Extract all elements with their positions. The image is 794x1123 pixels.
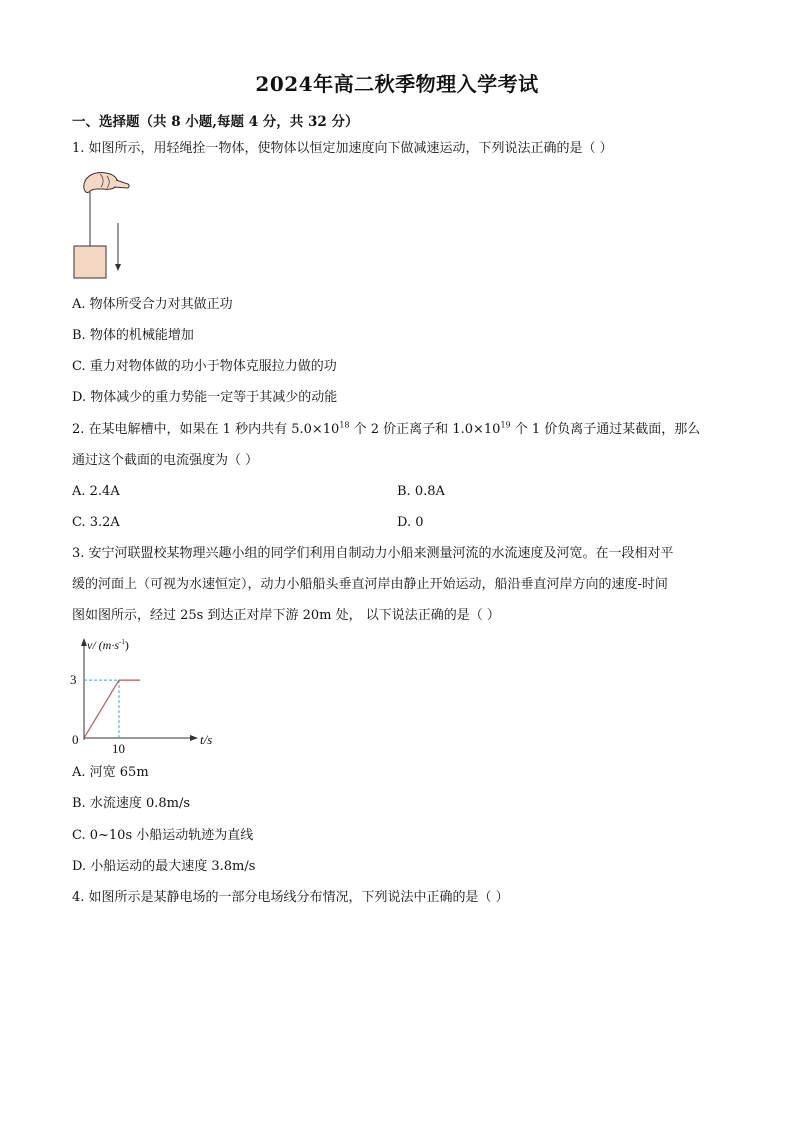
q2-option-a: A. 2.4A [72, 484, 120, 499]
down-arrow-icon [115, 264, 121, 271]
q4-stem: 4. 如图所示是某静电场的一部分电场线分布情况，下列说法中正确的是（ ） [72, 890, 509, 905]
q1-stem: 1. 如图所示，用轻绳拴一物体，使物体以恒定加速度向下做减速运动，下列说法正确的是（ ） [72, 141, 613, 156]
q1-option-b: B. 物体的机械能增加 [72, 328, 194, 343]
hand-icon [84, 172, 118, 192]
q3-option-a: A. 河宽 65m [72, 765, 149, 780]
q3-option-b: B. 水流速度 0.8m/s [72, 796, 191, 811]
q3-stem-line3: 图如图所示，经过 25s 到达正对岸下游 20m 处， 以下说法正确的是（ ） [72, 608, 500, 623]
q3-option-c: C. 0~10s 小船运动轨迹为直线 [72, 828, 254, 843]
q2-option-c: C. 3.2A [72, 515, 120, 530]
x-tick-label: 10 [112, 741, 125, 756]
q1-option-c: C. 重力对物体做的功小于物体克服拉力做的功 [72, 359, 337, 374]
q3-option-d: D. 小船运动的最大速度 3.8m/s [72, 859, 256, 874]
hand-rope-box-figure [70, 168, 140, 283]
exam-title: 2024年高二秋季物理入学考试 [255, 72, 539, 96]
velocity-time-graph [62, 632, 232, 757]
q1-option-d: D. 物体减少的重力势能一定等于其减少的动能 [72, 390, 338, 405]
velocity-series-line [84, 680, 140, 738]
y-axis-label: v/ $(m\cdot s^{-1})$ [87, 638, 129, 652]
x-axis-label: t/s [200, 732, 213, 747]
x-axis-arrow-icon [190, 735, 198, 741]
q3-stem-line2: 缓的河面上（可视为水速恒定），动力小船船头垂直河岸由静止开始运动，船沿垂直河岸方向的速度-时间 [72, 577, 668, 592]
origin-label: 0 [72, 732, 79, 747]
q2-option-d: D. 0 [397, 515, 424, 530]
section-heading: 一、选择题（共 8 小题,每题 4 分，共 32 分） [72, 114, 359, 130]
y-tick-label: 3 [70, 672, 77, 688]
q2-stem-line2: 通过这个截面的电流强度为（ ） [72, 453, 259, 468]
q2-stem-line1: 2. 在某电解槽中，如果在 1 秒内共有 $5.0\times 10^{18}$ 个 2 价正离子和 $1.0\times 10^{19}$ 个 1 价负离子通过某截面，那么 [72, 420, 701, 437]
object-box [74, 246, 106, 278]
q3-stem-line1: 3. 安宁河联盟校某物理兴趣小组的同学们利用自制动力小船来测量河流的水流速度及河宽。在一段相对平 [72, 546, 674, 561]
q1-option-a: A. 物体所受合力对其做正功 [72, 297, 233, 312]
q2-option-b: B. 0.8A [397, 484, 445, 499]
